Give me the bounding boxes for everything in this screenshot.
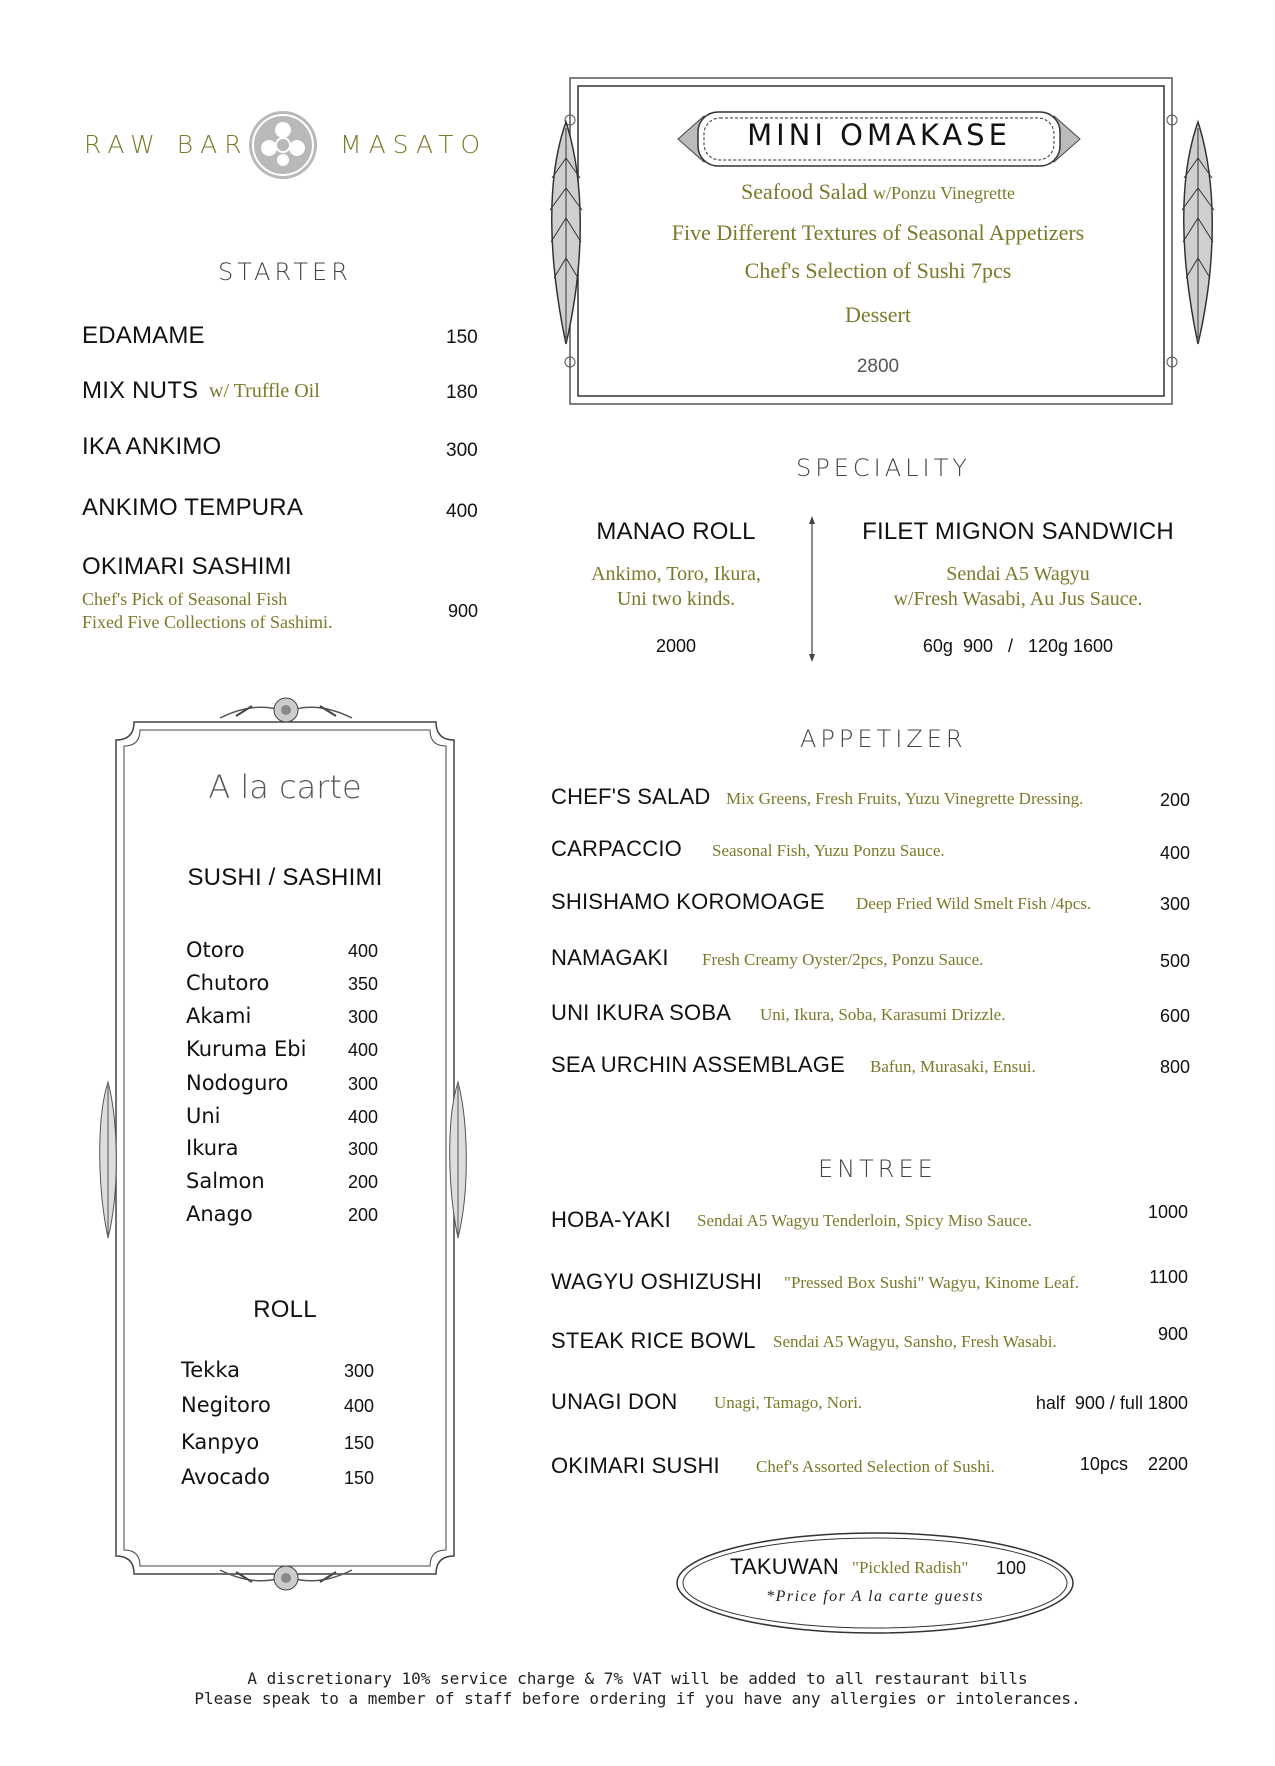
entree-item-price: 1100 bbox=[1149, 1267, 1188, 1287]
takuwan-price: 100 bbox=[996, 1558, 1027, 1578]
roll-item-price: 400 bbox=[344, 1396, 375, 1416]
starter-item-price: 180 bbox=[446, 382, 478, 403]
entree-item-desc: Unagi, Tamago, Nori. bbox=[714, 1393, 863, 1412]
starter-item-price: 400 bbox=[446, 501, 478, 522]
sushi-section-title: SUSHI / SASHIMI bbox=[187, 864, 383, 891]
appetizer-item-price: 500 bbox=[1159, 951, 1190, 971]
entree-item-price: 10pcs 2200 bbox=[1079, 1454, 1188, 1474]
leaf-ornament-icon bbox=[542, 118, 590, 348]
roll-item-name: Avocado bbox=[181, 1465, 271, 1489]
sushi-item-name: Nodoguro bbox=[186, 1071, 289, 1095]
speciality-left-desc: Uni two kinds. bbox=[616, 588, 736, 610]
appetizer-item-desc: Seasonal Fish, Yuzu Ponzu Sauce. bbox=[712, 841, 945, 860]
sushi-item-price: 400 bbox=[348, 941, 379, 961]
speciality-divider bbox=[806, 514, 818, 664]
footer-note: Please speak to a member of staff before ordering if you have any allergies or intolerances. bbox=[194, 1689, 1081, 1708]
roll-item-name: Kanpyo bbox=[181, 1430, 260, 1454]
omakase-line bbox=[598, 179, 1158, 205]
starter-item-desc: Fixed Five Collections of Sashimi. bbox=[82, 612, 333, 632]
entree-item-name: WAGYU OSHIZUSHI bbox=[551, 1269, 763, 1294]
starter-item-note: w/ Truffle Oil bbox=[209, 380, 320, 402]
entree-item-price: 900 bbox=[1157, 1324, 1188, 1344]
speciality-right-desc: w/Fresh Wasabi, Au Jus Sauce. bbox=[893, 588, 1143, 610]
entree-item-desc: "Pressed Box Sushi" Wagyu, Kinome Leaf. bbox=[784, 1273, 1080, 1292]
sushi-item-price: 300 bbox=[348, 1007, 379, 1027]
sushi-item-price: 300 bbox=[348, 1074, 379, 1094]
logo-right-text: MASATO bbox=[340, 130, 488, 159]
omakase-line-small: w/Ponzu Vinegrette bbox=[872, 183, 1016, 203]
sushi-item-name: Anago bbox=[186, 1202, 253, 1226]
sushi-item-price: 350 bbox=[348, 974, 379, 994]
entree-item-name: UNAGI DON bbox=[551, 1389, 678, 1414]
takuwan-name: TAKUWAN bbox=[730, 1554, 839, 1579]
roll-item-name: Tekka bbox=[181, 1358, 241, 1382]
entree-item-name: STEAK RICE BOWL bbox=[551, 1328, 756, 1353]
speciality-title: SPECIALITY bbox=[796, 454, 971, 482]
sushi-item-price: 300 bbox=[348, 1139, 379, 1159]
sushi-item-price: 200 bbox=[348, 1205, 379, 1225]
sushi-item-price: 400 bbox=[348, 1107, 379, 1127]
omakase-line: Five Different Textures of Seasonal Appetizers bbox=[671, 220, 1085, 245]
starter-item-name: EDAMAME bbox=[82, 322, 205, 349]
takuwan-note: *Price for A la carte guests bbox=[766, 1588, 984, 1605]
appetizer-item-price: 300 bbox=[1159, 894, 1190, 914]
sushi-item-name: Uni bbox=[186, 1104, 221, 1128]
entree-item-price: half 900 / full 1800 bbox=[1035, 1393, 1188, 1413]
floral-ornament-icon bbox=[216, 1560, 356, 1594]
entree-item-price: 1000 bbox=[1147, 1202, 1188, 1222]
takuwan-desc: "Pickled Radish" bbox=[852, 1558, 969, 1577]
omakase-title: MINI OMAKASE bbox=[747, 118, 1011, 152]
sushi-item-name: Chutoro bbox=[186, 971, 270, 995]
appetizer-item-desc: Fresh Creamy Oyster/2pcs, Ponzu Sauce. bbox=[702, 950, 984, 969]
family-crest-icon bbox=[246, 108, 320, 182]
sushi-item-name: Kuruma Ebi bbox=[186, 1037, 307, 1061]
takuwan-oval bbox=[672, 1528, 1078, 1638]
roll-item-price: 150 bbox=[344, 1433, 375, 1453]
entree-item-name: HOBA-YAKI bbox=[551, 1207, 671, 1232]
starter-item-price: 300 bbox=[446, 440, 478, 461]
appetizer-item-price: 600 bbox=[1159, 1006, 1190, 1026]
roll-item-price: 300 bbox=[344, 1361, 375, 1381]
speciality-left-desc: Ankimo, Toro, Ikura, bbox=[591, 563, 761, 585]
appetizer-item-name: UNI IKURA SOBA bbox=[551, 1000, 732, 1025]
appetizer-item-name: NAMAGAKI bbox=[551, 945, 669, 970]
roll-section-title: ROLL bbox=[253, 1296, 317, 1323]
appetizer-item-price: 800 bbox=[1159, 1057, 1190, 1077]
sushi-item-price: 200 bbox=[348, 1172, 379, 1192]
logo-left-text: RAW BAR bbox=[84, 130, 249, 159]
speciality-right-price: 60g 900 / 120g 1600 bbox=[922, 636, 1114, 656]
entree-item-desc: Sendai A5 Wagyu Tenderloin, Spicy Miso Sauce. bbox=[697, 1211, 1032, 1230]
sushi-item-name: Ikura bbox=[186, 1136, 239, 1160]
speciality-left-name: MANAO ROLL bbox=[596, 518, 756, 545]
appetizer-item-desc: Uni, Ikura, Soba, Karasumi Drizzle. bbox=[760, 1005, 1006, 1024]
sushi-item-name: Salmon bbox=[186, 1169, 265, 1193]
leaf-ornament-icon bbox=[446, 1080, 470, 1240]
sushi-item-name: Akami bbox=[186, 1004, 252, 1028]
starter-item-desc: Chef's Pick of Seasonal Fish bbox=[82, 589, 288, 609]
starter-item-price: 150 bbox=[446, 327, 478, 348]
roll-item-price: 150 bbox=[344, 1468, 375, 1488]
omakase-line: Chef's Selection of Sushi 7pcs bbox=[744, 258, 1012, 283]
omakase-line-main: Seafood Salad bbox=[740, 179, 868, 204]
appetizer-item-name: SHISHAMO KOROMOAGE bbox=[551, 889, 825, 914]
sushi-item-price: 400 bbox=[348, 1040, 379, 1060]
appetizer-item-name: SEA URCHIN ASSEMBLAGE bbox=[551, 1052, 845, 1077]
starter-item-name: OKIMARI SASHIMI bbox=[82, 553, 292, 580]
speciality-right-name: FILET MIGNON SANDWICH bbox=[862, 518, 1174, 545]
roll-item-name: Negitoro bbox=[181, 1393, 271, 1417]
starter-item-price: 900 bbox=[448, 601, 479, 621]
appetizer-item-desc: Deep Fried Wild Smelt Fish /4pcs. bbox=[856, 894, 1092, 913]
alacarte-title: A la carte bbox=[208, 768, 362, 806]
alacarte-frame bbox=[100, 690, 470, 1606]
omakase-line: Dessert bbox=[845, 302, 911, 327]
entree-item-desc: Sendai A5 Wagyu, Sansho, Fresh Wasabi. bbox=[773, 1332, 1057, 1351]
appetizer-item-desc: Bafun, Murasaki, Ensui. bbox=[870, 1057, 1036, 1076]
appetizer-item-price: 200 bbox=[1159, 790, 1190, 810]
appetizer-item-desc: Mix Greens, Fresh Fruits, Yuzu Vinegrette Dressing. bbox=[726, 789, 1084, 808]
leaf-ornament-icon bbox=[1174, 118, 1222, 348]
starter-item-name: IKA ANKIMO bbox=[82, 433, 222, 460]
appetizer-item-name: CHEF'S SALAD bbox=[551, 784, 711, 809]
sushi-item-name: Otoro bbox=[186, 938, 245, 962]
entree-title: ENTREE bbox=[818, 1155, 937, 1183]
starter-title: STARTER bbox=[218, 258, 352, 286]
appetizer-title: APPETIZER bbox=[800, 725, 967, 753]
footer-note: A discretionary 10% service charge & 7% VAT will be added to all restaurant bills bbox=[247, 1669, 1028, 1688]
starter-item-name: MIX NUTS bbox=[82, 377, 199, 404]
omakase-price: 2800 bbox=[856, 356, 900, 377]
leaf-ornament-icon bbox=[96, 1080, 120, 1240]
speciality-right-desc: Sendai A5 Wagyu bbox=[946, 563, 1090, 585]
entree-item-desc: Chef's Assorted Selection of Sushi. bbox=[756, 1457, 995, 1476]
floral-ornament-icon bbox=[216, 694, 356, 728]
speciality-left-price: 2000 bbox=[655, 636, 697, 656]
appetizer-item-name: CARPACCIO bbox=[551, 836, 682, 861]
appetizer-item-price: 400 bbox=[1159, 843, 1190, 863]
starter-item-name: ANKIMO TEMPURA bbox=[82, 494, 304, 521]
entree-item-name: OKIMARI SUSHI bbox=[551, 1453, 720, 1478]
